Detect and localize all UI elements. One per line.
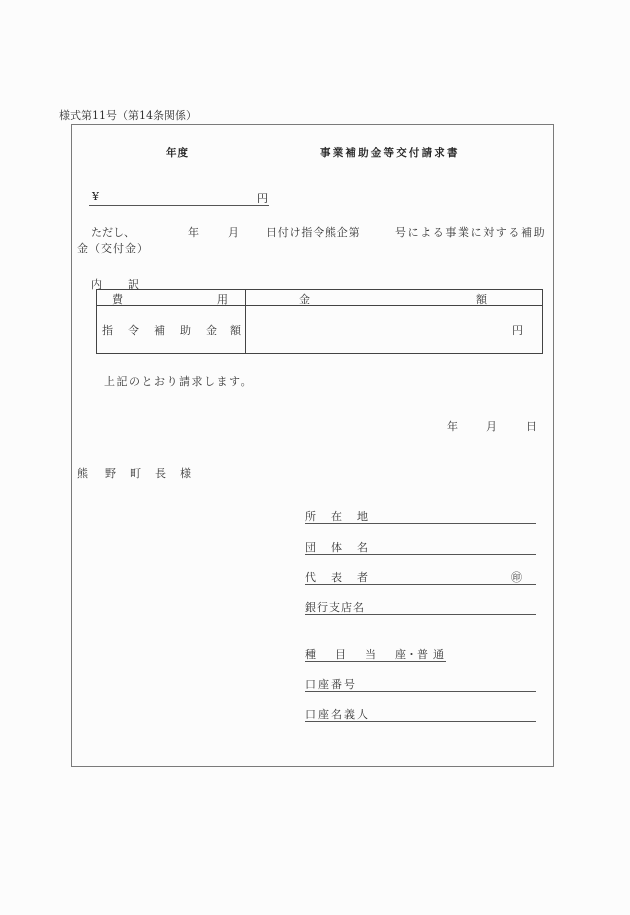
organization-name-field[interactable]: 団 体 名 bbox=[305, 540, 536, 555]
header-amount-char-1: 金 bbox=[299, 293, 310, 306]
breakdown-table bbox=[96, 289, 543, 354]
form-frame bbox=[71, 124, 554, 767]
proviso-line-2: 金（交付金） bbox=[77, 242, 149, 255]
proviso-month: 月 bbox=[228, 226, 239, 239]
closing-statement: 上記のとおり請求します。 bbox=[104, 375, 254, 388]
date-day: 日 bbox=[526, 420, 537, 433]
date-month: 月 bbox=[486, 420, 497, 433]
proviso-number-suffix: 号による事業に対する補助 bbox=[395, 226, 547, 239]
document-title: 事業補助金等交付請求書 bbox=[320, 147, 460, 159]
yen-unit: 円 bbox=[257, 192, 268, 205]
account-type-options[interactable]: 座・普 bbox=[395, 648, 428, 661]
representative-field[interactable]: 代 表 者 ㊞ bbox=[305, 570, 536, 585]
account-number-field[interactable]: 口 座 番 号 bbox=[305, 677, 536, 692]
row-amount-unit: 円 bbox=[512, 324, 523, 337]
row-expense-char: 金 bbox=[206, 324, 217, 337]
proviso-date-suffix: 日付け指令熊企第 bbox=[266, 226, 361, 239]
proviso-year: 年 bbox=[188, 226, 199, 239]
row-expense-char: 令 bbox=[128, 324, 139, 337]
header-expense-char-2: 用 bbox=[217, 293, 228, 306]
account-type-field[interactable]: 種 目 当 座・普 通 bbox=[305, 648, 444, 661]
date-year: 年 bbox=[447, 420, 458, 433]
yen-symbol: ¥ bbox=[92, 190, 99, 203]
header-amount-char-2: 額 bbox=[476, 293, 487, 306]
address-field[interactable]: 所 在 地 bbox=[305, 509, 536, 524]
amount-field[interactable] bbox=[89, 191, 269, 206]
bank-branch-field[interactable]: 銀 行 支 店 名 bbox=[305, 600, 536, 615]
seal-icon: ㊞ bbox=[511, 571, 522, 584]
row-expense-char: 助 bbox=[180, 324, 191, 337]
fiscal-year-label: 年度 bbox=[166, 147, 189, 159]
form-number: 様式第11号（第14条関係） bbox=[59, 109, 197, 122]
header-expense-char-1: 費 bbox=[112, 293, 123, 306]
table-divider-vertical bbox=[245, 290, 246, 353]
row-expense-char: 指 bbox=[102, 324, 113, 337]
proviso-intro: ただし、 bbox=[91, 226, 135, 239]
row-expense-char: 補 bbox=[154, 324, 165, 337]
row-expense-char: 額 bbox=[230, 324, 241, 337]
account-holder-field[interactable]: 口 座 名 義 人 bbox=[305, 707, 536, 722]
